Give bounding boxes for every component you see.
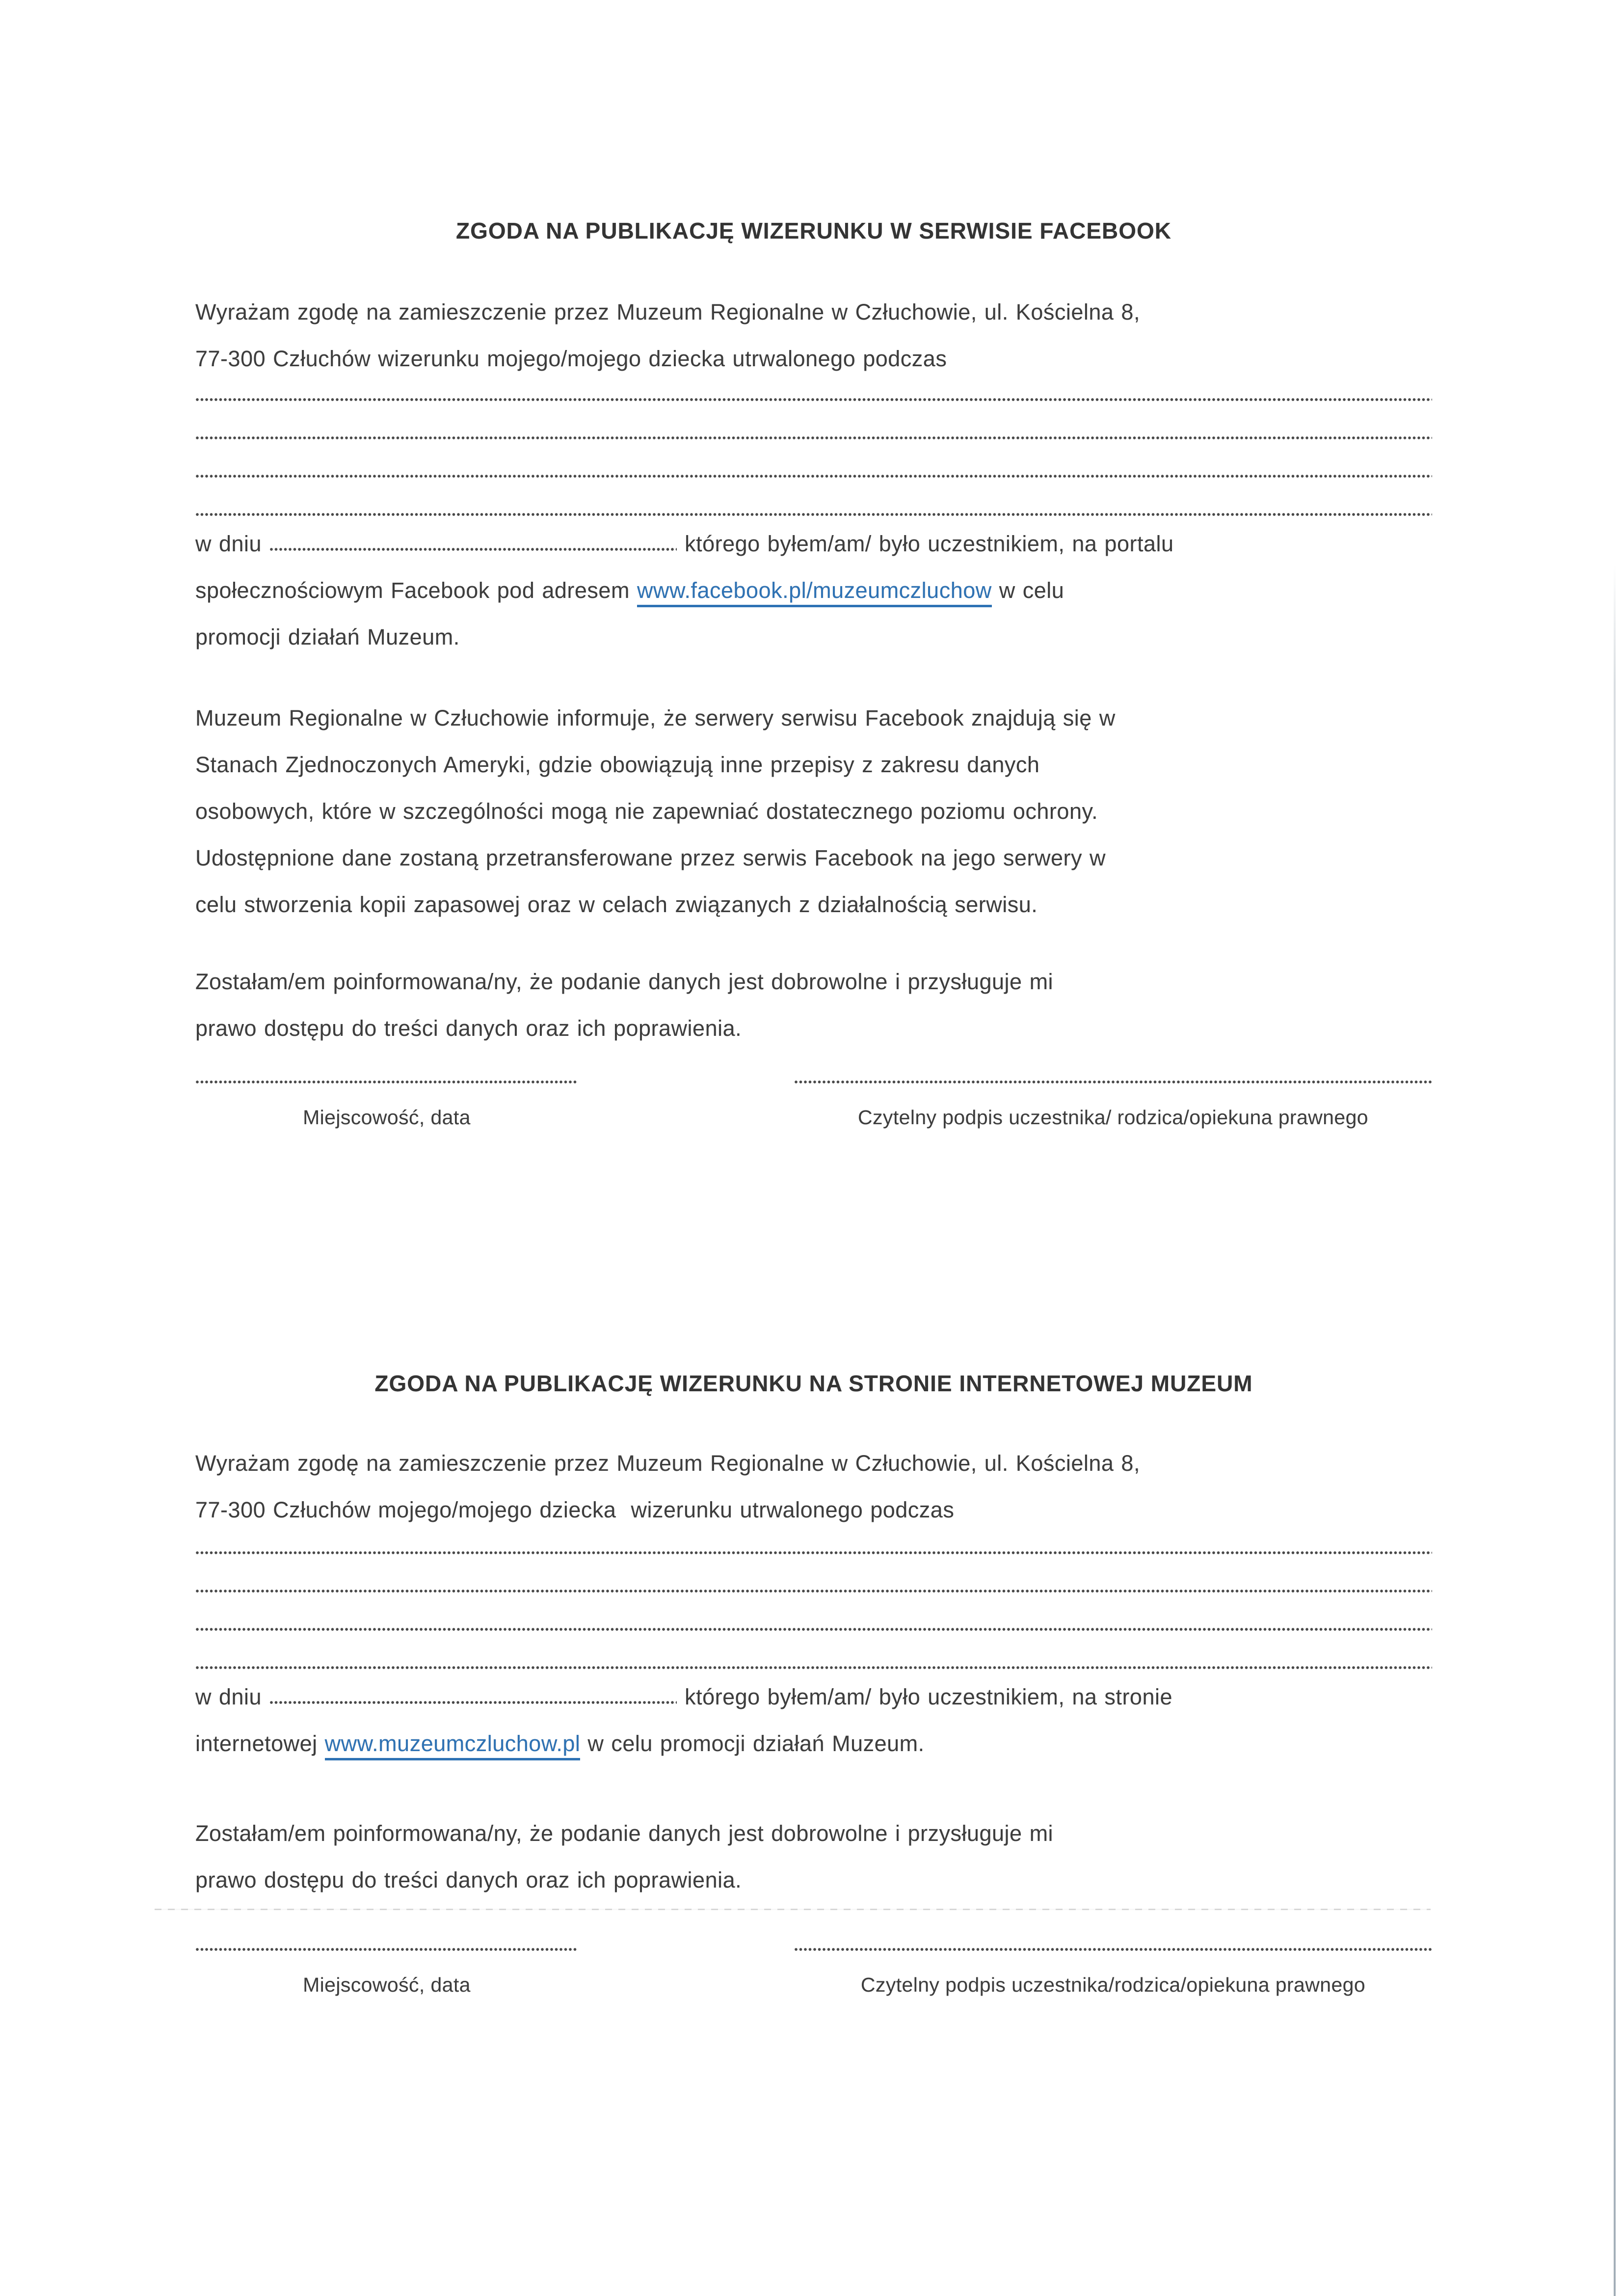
event-description-blank-lines <box>195 1551 1432 1670</box>
facebook-signature-row <box>195 1080 1432 1130</box>
facebook-link-line <box>195 567 1432 614</box>
link-line-prefix: internetowej <box>195 1731 318 1756</box>
museum-website-link[interactable]: www.muzeumczluchow.pl <box>325 1731 581 1760</box>
facebook-date-paragraph <box>195 520 1432 660</box>
place-date-label: Miejscowość, data <box>303 1106 471 1129</box>
consent-line: Zostałam/em poinformowana/ny, że podanie danych jest dobrowolne i przysługuje mi <box>195 1821 1054 1846</box>
date-line-prefix: w dniu <box>195 531 262 556</box>
website-date-paragraph <box>195 1674 1432 1767</box>
section-website-title: ZGODA NA PUBLIKACJĘ WIZERUNKU NA STRONIE INTERNETOWEJ MUZEUM <box>374 1371 1253 1396</box>
signature-participant-block <box>794 1080 1432 1130</box>
facebook-consent-rights-paragraph <box>195 958 1432 1052</box>
link-line-tail: promocji działań Muzeum. <box>195 624 460 649</box>
date-blank-field <box>269 547 677 551</box>
intro-line: 77-300 Człuchów wizerunku mojego/mojego dziecka utrwalonego podczas <box>195 346 947 371</box>
blank-fill-line <box>195 1551 1432 1555</box>
info-line: osobowych, które w szczególności mogą nie zapewniać dostatecznego poziomu ochrony. <box>195 799 1098 824</box>
info-line: Udostępnione dane zostaną przetransferowane przez serwis Facebook na jego serwery w <box>195 845 1106 870</box>
date-line-prefix: w dniu <box>195 1684 262 1709</box>
info-line: Stanach Zjednoczonych Ameryki, gdzie obowiązują inne przepisy z zakresu danych <box>195 752 1040 777</box>
blank-fill-line <box>195 436 1432 440</box>
website-signature-row <box>195 1947 1432 1998</box>
place-date-signature-line <box>195 1080 578 1084</box>
date-line-suffix: którego byłem/am/ było uczestnikiem, na portalu <box>685 531 1174 556</box>
date-blank-field <box>269 1701 677 1704</box>
website-intro-paragraph <box>195 1440 1432 1533</box>
intro-line: Wyrażam zgodę na zamieszczenie przez Muzeum Regionalne w Człuchowie, ul. Kościelna 8, <box>195 1451 1140 1476</box>
intro-line: Wyrażam zgodę na zamieszczenie przez Muzeum Regionalne w Człuchowie, ul. Kościelna 8, <box>195 299 1140 324</box>
scan-artifact-horizontal-line <box>155 1909 1431 1910</box>
blank-fill-line <box>195 474 1432 478</box>
blank-fill-line <box>195 1627 1432 1631</box>
scan-artifact-right-edge-line <box>1614 565 1616 2296</box>
consent-line: prawo dostępu do treści danych oraz ich poprawienia. <box>195 1016 742 1041</box>
participant-signature-label: Czytelny podpis uczestnika/rodzica/opiekuna prawnego <box>860 1973 1366 1996</box>
section-facebook-title: ZGODA NA PUBLIKACJĘ WIZERUNKU W SERWISIE FACEBOOK <box>456 218 1171 243</box>
date-line <box>195 520 1432 567</box>
intro-line: 77-300 Człuchów mojego/mojego dziecka wizerunku utrwalonego podczas <box>195 1497 955 1522</box>
link-line-suffix: w celu promocji działań Muzeum. <box>587 1731 925 1756</box>
event-description-blank-lines <box>195 398 1432 516</box>
website-link-line <box>195 1720 1432 1767</box>
facebook-page-link[interactable]: www.facebook.pl/muzeumczluchow <box>637 578 992 607</box>
consent-line: prawo dostępu do treści danych oraz ich poprawienia. <box>195 1867 742 1892</box>
facebook-servers-info-paragraph <box>195 695 1432 928</box>
place-date-signature-line <box>195 1947 578 1951</box>
info-line: celu stworzenia kopii zapasowej oraz w celach związanych z działalnością serwisu. <box>195 892 1038 917</box>
signature-place-date-block <box>195 1080 578 1130</box>
blank-fill-line <box>195 1666 1432 1670</box>
consent-line: Zostałam/em poinformowana/ny, że podanie danych jest dobrowolne i przysługuje mi <box>195 969 1054 994</box>
date-line <box>195 1674 1432 1720</box>
participant-signature-label: Czytelny podpis uczestnika/ rodzica/opiekuna prawnego <box>858 1106 1368 1129</box>
blank-fill-line <box>195 513 1432 516</box>
place-date-label: Miejscowość, data <box>303 1973 471 1996</box>
link-line-suffix: w celu <box>999 578 1064 603</box>
link-line-prefix: społecznościowym Facebook pod adresem <box>195 578 630 603</box>
blank-fill-line <box>195 1589 1432 1593</box>
date-line-suffix: którego byłem/am/ było uczestnikiem, na stronie <box>685 1684 1173 1709</box>
blank-fill-line <box>195 398 1432 402</box>
participant-signature-line <box>794 1080 1432 1084</box>
signature-place-date-block <box>195 1947 578 1998</box>
participant-signature-line <box>794 1947 1432 1951</box>
info-line: Muzeum Regionalne w Człuchowie informuje, że serwery serwisu Facebook znajdują się w <box>195 705 1116 730</box>
facebook-intro-paragraph <box>195 289 1432 382</box>
signature-participant-block <box>794 1947 1432 1998</box>
website-consent-rights-paragraph <box>195 1810 1432 1903</box>
